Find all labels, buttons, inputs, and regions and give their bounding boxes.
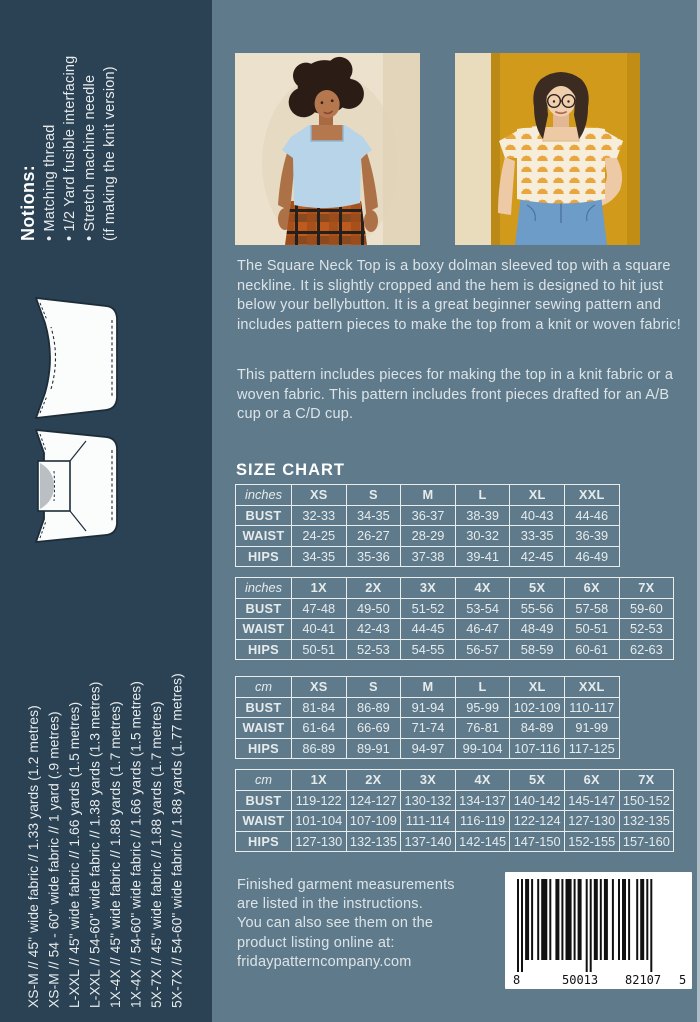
garment-flat-front-drawing [26,426,130,546]
measurement-value-cell: 107-116 [510,738,565,759]
barcode-bar [521,879,523,972]
fabric-requirement-line: 1X-4X // 54-60" wide fabric // 1.66 yards (1.5 metres) [128,681,144,1008]
measurement-value-cell: 86-89 [346,697,401,718]
barcode-bar [594,879,598,960]
barcode-bar [537,879,539,960]
measurement-row [236,526,620,547]
measurement-row [236,811,674,832]
measurement-value-cell: 111-114 [401,811,456,832]
measurement-label-cell: HIPS [236,831,292,852]
measurement-value-cell: 53-54 [455,598,510,619]
measurement-row [236,697,620,718]
size-header-cell: 3X [401,770,456,791]
measurement-value-cell: 37-38 [401,546,456,567]
fabric-requirement-line: 1X-4X // 45" wide fabric // 1.88 yards (1.7 metres) [108,701,123,1008]
footer-note-line: Finished garment measurements [237,877,455,893]
size-header-cell: M [401,485,456,506]
measurement-value-cell: 132-135 [619,811,674,832]
barcode-bar [517,879,519,972]
measurement-value-cell: 81-84 [292,697,347,718]
size-header-cell: S [346,677,401,698]
barcode-bar [590,879,592,972]
measurement-value-cell: 58-59 [510,639,565,660]
size-header-cell: 4X [455,770,510,791]
size-chart-tables [235,484,674,862]
fabric-requirement-line: L-XXL // 54-60" wide fabric // 1.38 yards (1.3 metres) [87,681,103,1008]
measurement-value-cell: 91-94 [401,697,456,718]
barcode-bar [561,879,563,960]
measurement-label-cell: HIPS [236,546,292,567]
barcode-bar [578,879,582,960]
fabric-requirement-line: 5X-7X // 54-60" wide fabric // 1.88 yards (1.77 metres) [169,673,185,1008]
measurement-value-cell: 134-137 [455,790,510,811]
barcode-bar [628,879,630,960]
size-table-header-row [236,770,674,791]
measurement-value-cell: 119-122 [292,790,347,811]
measurement-value-cell: 44-46 [564,505,619,526]
size-table-inches-xs [235,484,620,567]
measurement-value-cell: 102-109 [510,697,565,718]
measurement-value-cell: 50-51 [292,639,347,660]
size-header-cell: M [401,677,456,698]
measurement-value-cell: 137-140 [401,831,456,852]
barcode-bar [646,879,648,960]
measurement-value-cell: 142-145 [455,831,510,852]
measurement-value-cell: 124-127 [346,790,401,811]
size-table-header-row [236,578,674,599]
measurement-value-cell: 140-142 [510,790,565,811]
measurement-value-cell: 150-152 [619,790,674,811]
photo-2-illustration [455,53,640,245]
measurement-value-cell: 76-81 [455,718,510,739]
measurement-row [236,831,674,852]
unit-cell: cm [236,770,292,791]
measurement-value-cell: 44-45 [401,619,456,640]
barcode-bar [640,879,644,960]
measurement-row [236,718,620,739]
measurement-value-cell: 34-35 [346,505,401,526]
measurement-value-cell: 46-49 [564,546,619,567]
footer-note-line: You can also see them on the [237,915,434,932]
measurement-value-cell: 122-124 [510,811,565,832]
measurement-row [236,790,674,811]
size-header-cell: L [455,485,510,506]
fabric-requirement-line: L-XXL // 45" wide fabric // 1.66 yards (1.5 metres) [67,701,82,1008]
measurement-value-cell: 101-104 [292,811,347,832]
notions-block [16,26,128,241]
measurement-value-cell: 152-155 [564,831,619,852]
measurement-value-cell: 56-57 [455,639,510,660]
description-paragraph-2: This pattern includes pieces for making the top in a knit fabric or a woven fabric. This pattern includes front pieces drafted for an A/B cup or a C/D cup. [237,367,674,422]
size-header-cell: 4X [455,578,510,599]
notion-note: (if making the knit version) [102,66,118,241]
size-header-cell: 1X [292,770,347,791]
measurement-value-cell: 59-60 [619,598,674,619]
measurement-row [236,619,674,640]
measurement-value-cell: 42-45 [510,546,565,567]
measurement-value-cell: 130-132 [401,790,456,811]
size-header-cell: 1X [292,578,347,599]
barcode-bar [604,879,608,960]
photo-1-illustration [235,53,420,245]
size-header-cell: 5X [510,578,565,599]
measurement-value-cell: 28-29 [401,526,456,547]
measurement-value-cell: 127-130 [292,831,347,852]
measurement-row [236,639,674,660]
barcode-digit-group-1: 8 [513,973,521,987]
measurement-value-cell: 46-47 [455,619,510,640]
notion-item: • 1/2 Yard fusible interfacing [62,55,78,241]
measurement-value-cell: 51-52 [401,598,456,619]
size-header-cell: 5X [510,770,565,791]
photo-model-knit-print-top [455,53,640,245]
size-table-header-row [236,485,620,506]
notions-heading: Notions: [18,164,38,241]
measurement-row [236,738,620,759]
size-header-cell: 7X [619,578,674,599]
measurement-value-cell: 36-39 [564,526,619,547]
barcode-bar [574,879,576,960]
barcode-graphic [505,872,692,989]
size-table-cm-1x [235,769,674,852]
measurement-value-cell: 57-58 [564,598,619,619]
measurement-value-cell: 147-150 [510,831,565,852]
measurement-value-cell: 145-147 [564,790,619,811]
description-paragraph-1: The Square Neck Top is a boxy dolman sleeved top with a square neckline. It is slightly cropped and the hem is designed to hit just below your bellybutton. It is a great beginner sewing pattern and includes pattern pieces to make the top from a knit or woven fabric! [237,258,681,333]
measurement-value-cell: 132-135 [346,831,401,852]
measurement-row [236,505,620,526]
size-chart-heading: SIZE CHART [236,461,345,479]
size-table-cm-xs [235,676,620,759]
measurement-label-cell: HIPS [236,738,292,759]
footer-note-line: product listing online at: [237,934,395,951]
unit-cell: cm [236,677,292,698]
size-header-cell: XXL [564,677,619,698]
measurement-label-cell: WAIST [236,811,292,832]
size-header-cell: 7X [619,770,674,791]
size-header-cell: 6X [564,770,619,791]
barcode-bar [555,879,559,960]
barcode-bar [622,879,626,960]
measurement-value-cell: 26-27 [346,526,401,547]
measurement-label-cell: BUST [236,790,292,811]
measurement-value-cell: 60-61 [564,639,619,660]
measurement-value-cell: 91-99 [564,718,619,739]
size-header-cell: XS [292,677,347,698]
measurement-value-cell: 110-117 [564,697,619,718]
sidebar [0,0,212,1022]
barcode-digit-group-3: 82107 [625,973,662,987]
notions-list [40,26,120,241]
barcode-bar [618,879,620,960]
size-header-cell: XS [292,485,347,506]
finished-measurements-note [237,876,507,972]
barcode-bar [650,879,652,972]
measurement-value-cell: 39-41 [455,546,510,567]
size-table-header-row [236,677,620,698]
garment-flat-back-drawing [26,294,130,422]
size-header-cell: XL [510,485,565,506]
barcode-bar [541,879,547,960]
measurement-value-cell: 36-37 [401,505,456,526]
measurement-value-cell: 40-41 [292,619,347,640]
measurement-value-cell: 35-36 [346,546,401,567]
size-header-cell: XXL [564,485,619,506]
measurement-value-cell: 95-99 [455,697,510,718]
barcode-digit-group-2: 50013 [562,973,599,987]
unit-cell: inches [236,578,292,599]
fabric-requirement-line: 5X-7X // 45" wide fabric // 1.88 yards (1.7 metres) [149,701,164,1008]
measurement-value-cell: 48-49 [510,619,565,640]
measurement-row [236,546,620,567]
measurement-value-cell: 84-89 [510,718,565,739]
measurement-value-cell: 38-39 [455,505,510,526]
measurement-value-cell: 40-43 [510,505,565,526]
measurement-value-cell: 71-74 [401,718,456,739]
photo-model-woven-blue-top [235,53,420,245]
measurement-value-cell: 116-119 [455,811,510,832]
barcode-digit-group-4: 5 [679,973,687,987]
size-header-cell: 2X [346,578,401,599]
measurement-value-cell: 34-35 [292,546,347,567]
measurement-value-cell: 49-50 [346,598,401,619]
footer-note-line: fridaypatterncompany.com [237,953,412,970]
measurement-label-cell: BUST [236,598,292,619]
size-header-cell: XL [510,677,565,698]
measurement-value-cell: 54-55 [401,639,456,660]
measurement-label-cell: WAIST [236,718,292,739]
size-header-cell: 6X [564,578,619,599]
measurement-value-cell: 89-91 [346,738,401,759]
measurement-label-cell: WAIST [236,526,292,547]
measurement-value-cell: 52-53 [619,619,674,640]
measurement-value-cell: 107-109 [346,811,401,832]
measurement-value-cell: 24-25 [292,526,347,547]
measurement-value-cell: 33-35 [510,526,565,547]
size-header-cell: 2X [346,770,401,791]
measurement-label-cell: HIPS [236,639,292,660]
barcode-bar [636,879,638,960]
measurement-value-cell: 157-160 [619,831,674,852]
measurement-label-cell: BUST [236,697,292,718]
notion-item: • Matching thread [42,124,58,241]
size-header-cell: 3X [401,578,456,599]
fabric-requirement-line: XS-M // 45" wide fabric // 1.33 yards (1.2 metres) [26,705,41,1008]
measurement-value-cell: 50-51 [564,619,619,640]
unit-cell: inches [236,485,292,506]
notion-item: • Stretch machine needle [82,74,98,241]
fabric-requirement-line: XS-M // 54 - 60" wide fabric // 1 yard (.9 metres) [46,711,62,1008]
measurement-value-cell: 127-130 [564,811,619,832]
measurement-value-cell: 42-43 [346,619,401,640]
measurement-value-cell: 99-104 [455,738,510,759]
barcode [505,872,692,989]
size-header-cell: S [346,485,401,506]
pattern-description [237,257,692,425]
barcode-bar [566,879,572,960]
measurement-value-cell: 47-48 [292,598,347,619]
fabric-requirements-list [24,584,192,1008]
measurement-label-cell: WAIST [236,619,292,640]
size-table-inches-1x [235,577,674,660]
measurement-value-cell: 30-32 [455,526,510,547]
barcode-bar [549,879,551,960]
measurement-row [236,598,674,619]
size-header-cell: L [455,677,510,698]
measurement-value-cell: 94-97 [401,738,456,759]
measurement-label-cell: BUST [236,505,292,526]
barcode-bar [612,879,614,960]
barcode-bar [525,879,529,960]
measurement-value-cell: 32-33 [292,505,347,526]
measurement-value-cell: 55-56 [510,598,565,619]
measurement-value-cell: 117-125 [564,738,619,759]
measurement-value-cell: 52-53 [346,639,401,660]
measurement-value-cell: 62-63 [619,639,674,660]
barcode-bar [600,879,602,960]
barcode-bar [586,879,588,972]
measurement-value-cell: 66-69 [346,718,401,739]
footer-note-line: are listed in the instructions. [237,896,423,913]
barcode-bar [531,879,533,960]
measurement-value-cell: 61-64 [292,718,347,739]
measurement-value-cell: 86-89 [292,738,347,759]
